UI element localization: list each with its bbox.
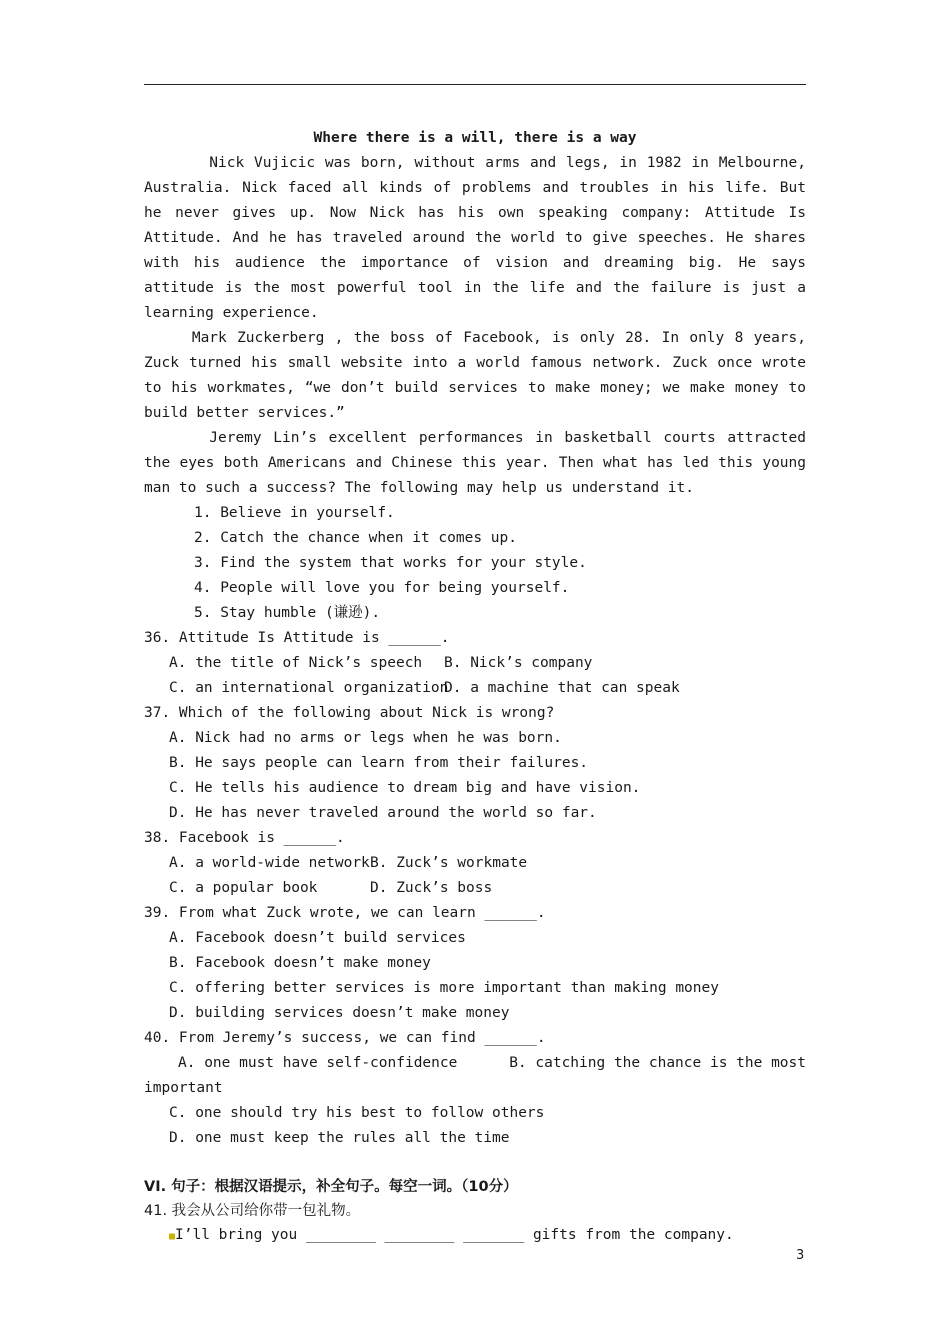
paragraph-nick: Nick Vujicic was born, without arms and legs, in 1982 in Melbourne, Australia. Nick faced all kinds of problems and troubles in his life. But he never gives up. Now Nick has his own speaking company: Attitude Is Attitude. And he has traveled around the world to give speeches. He shares with his audience the importance of vision and dreaming big. He says attitude is the most powerful tool in the life and the failure is just a learning experience. [144,155,806,321]
question-36-options-ab [144,651,806,676]
question-40-stem: 40. From Jeremy’s success, we can find ______. [144,1030,546,1046]
question-38-options-ab [144,851,806,876]
question-37-stem: 37. Which of the following about Nick is wrong? [144,705,555,721]
question-38-stem: 38. Facebook is ______. [144,830,345,846]
question-36-stem: 36. Attitude Is Attitude is ______. [144,630,450,646]
option-b: B. Facebook doesn’t make money [169,955,431,971]
question-40-options-ab [144,1051,806,1076]
option-b: B. Nick’s company [444,655,593,671]
option-a: A. one must have self-confidence [178,1055,458,1071]
option-d: D. Zuck’s boss [370,880,493,896]
tip-item: 3. Find the system that works for your style. [194,555,587,571]
page-number: 3 [796,1248,805,1263]
option-a: A. Nick had no arms or legs when he was born. [169,730,562,746]
question-41-text: I’ll bring you ________ ________ _______ gifts from the company. [175,1227,734,1243]
spacer [144,1151,806,1175]
paragraph-jeremy: Jeremy Lin’s excellent performances in basketball courts attracted the eyes both Americans and Chinese this year. Then what has led this young man to such a success? The following may help us understand it. [144,430,806,496]
option-d: D. He has never traveled around the world so far. [169,805,597,821]
option-c: C. a popular book [169,880,318,896]
option-c: C. one should try his best to follow others [169,1105,545,1121]
question-41-prompt: 41. 我会从公司给你带一包礼物。 [144,1203,361,1219]
question-38-options-cd [144,876,806,901]
option-d: D. building services doesn’t make money [169,1005,510,1021]
option-b: B. Zuck’s workmate [370,855,528,871]
option-b-continued: important [144,1080,223,1096]
question-39-stem: 39. From what Zuck wrote, we can learn ______. [144,905,546,921]
option-a: A. the title of Nick’s speech [169,655,423,671]
option-c: C. offering better services is more important than making money [169,980,719,996]
option-d: D. a machine that can speak [444,680,680,696]
option-b: B. catching the chance is the most [509,1055,806,1071]
tip-item: 2. Catch the chance when it comes up. [194,530,518,546]
option-a: A. Facebook doesn’t build services [169,930,466,946]
option-d: D. one must keep the rules all the time [169,1130,510,1146]
passage-title: Where there is a will, there is a way [313,130,637,146]
header-rule [144,84,806,85]
section-heading: VI. 句子：根据汉语提示，补全句子。每空一词。（10分） [144,1179,518,1195]
tip-item: 1. Believe in yourself. [194,505,395,521]
dot-icon: ■ [169,1231,176,1242]
question-41-sentence [144,1223,806,1248]
tip-item: 5. Stay humble (谦逊). [194,605,381,621]
option-c: C. an international organization [169,680,449,696]
tip-item: 4. People will love you for being yourself. [194,580,570,596]
option-c: C. He tells his audience to dream big and have vision. [169,780,641,796]
option-b: B. He says people can learn from their failures. [169,755,589,771]
document-body [144,126,806,1248]
option-a: A. a world-wide network [169,855,370,871]
question-36-options-cd [144,676,806,701]
paragraph-zuckerberg: Mark Zuckerberg , the boss of Facebook, is only 28. In only 8 years, Zuck turned his small website into a world famous network. Zuck once wrote to his workmates, “we don’t build services to make money; we make money to build better services.” [144,330,806,421]
